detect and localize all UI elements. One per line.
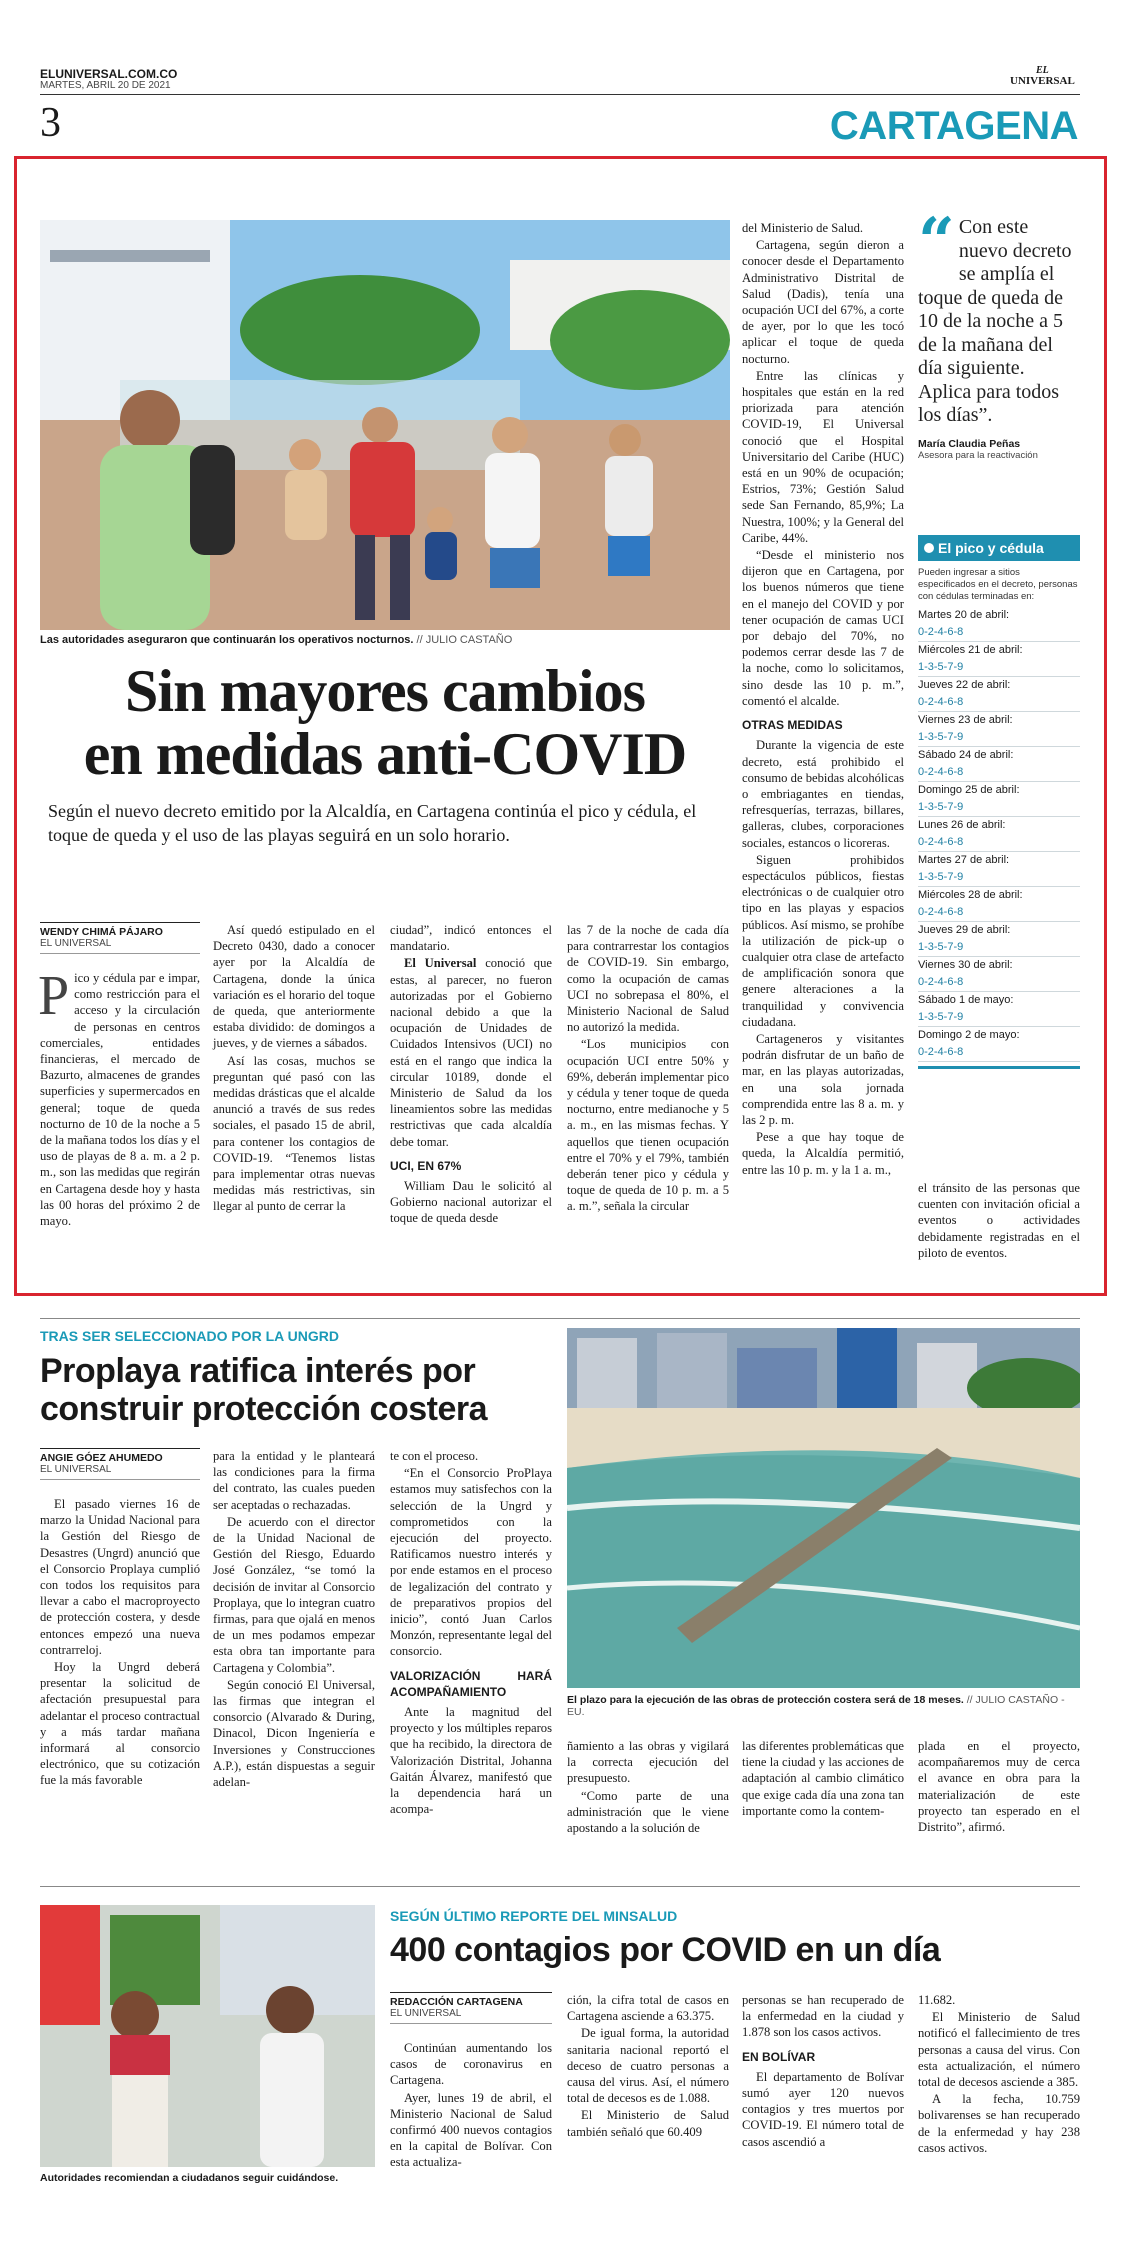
story2-col1-p2: Hoy la Ungrd deberá presentar la solicitud de afectación presupuestal para adelantar el proceso contractual y a más tardar mañana informará al consorcio electrónico, que su cotización fue la más favorable: [40, 1660, 200, 1788]
story2-byline-block: [40, 1448, 200, 1488]
quote-role: Asesora para la reactivación: [918, 449, 1038, 461]
story2-col3-p2: “En el Consorcio ProPlaya estamos muy satisfechos con la selección de la Ungrd y comprometidos con la ejecución del proyecto. Ratificamos nuestro interés y por ende estamos en el proceso de legalización del contrato y de preparativos propios del inicio”, contó Juan Carlos Monzón, representante legal del consorcio.: [390, 1466, 552, 1659]
pico-day: Miércoles 21 de abril:: [918, 644, 1023, 656]
pico-numbers: 0-2-4-6-8: [918, 626, 964, 638]
section-name: CARTAGENA: [829, 104, 1078, 148]
pico-numbers: 0-2-4-6-8: [918, 976, 964, 988]
story1-byline: WENDY CHIMÁ PÁJARO: [40, 922, 200, 938]
pico-row: [918, 852, 1080, 887]
story3-col3-p2: El departamento de Bolívar sumó ayer 120 nuevos contagios y tres muertos por COVID-19. El número total de casos ascendió a: [742, 2069, 904, 2149]
story1-col-2: [213, 922, 375, 1216]
story3-col1-p2: Ayer, lunes 19 de abril, el Ministerio Nacional de Salud confirmó 400 nuevos contagios en la capital de Bolívar. Con esta actualiza-: [390, 2090, 552, 2170]
pico-row: [918, 642, 1080, 677]
pico-row: [918, 887, 1080, 922]
story3-byline: REDACCIÓN CARTAGENA: [390, 1992, 552, 2008]
story2-col-3: [390, 1448, 552, 1818]
quote-mark-icon: “: [918, 204, 955, 279]
story3-col4-p2: El Ministerio de Salud notificó el fallecimiento de tres personas a causa del virus. Con esta actualización, el número total de decesos asciende a 385.: [918, 2010, 1080, 2090]
pico-day: Jueves 29 de abril:: [918, 924, 1011, 936]
story1-col4-p1: las 7 de la noche de cada día para contrarrestar los contagios de COVID-19. Sin embargo, como la ocupación de camas UCI no sobrepasa el 80%, el Ministerio Nacional de Salud no autorizó la medida.: [567, 923, 729, 1035]
site-name: ELUNIVERSAL.COM.CO: [40, 67, 178, 81]
story1-col5-p1: del Ministerio de Salud.: [742, 221, 864, 235]
coast-photo-caption: [567, 1694, 1080, 1718]
story1-col2-p2: Así las cosas, muchos se preguntan qué pasó con las medidas drásticas que el alcalde anunció a través de sus redes sociales, el pasado 15 de abril, para contener los contagios de COVID-19. “Tenemos listas para implementar otras nuevas medidas más restrictivas, sin llegar al punto de cerrar la: [213, 1053, 375, 1214]
lead-photo-image: [40, 220, 730, 630]
pico-numbers: 0-2-4-6-8: [918, 906, 964, 918]
story2-col-6: [918, 1738, 1080, 1836]
story1-col-3: [390, 922, 552, 1228]
quote-text: Con este nuevo decreto se amplía el toque de queda de 10 de la noche a 5 de la mañana del día siguiente. Aplica para todos los días”.: [918, 216, 1072, 426]
story2-byline: ANGIE GÓEZ AHUMEDO: [40, 1448, 200, 1464]
pico-day: Sábado 24 de abril:: [918, 749, 1014, 761]
story3-col-4: [918, 1992, 1080, 2157]
pico-row: [918, 922, 1080, 957]
story1-col3-lead: El Universal: [404, 956, 477, 971]
pico-numbers: 0-2-4-6-8: [918, 1046, 964, 1058]
headline-line-1: Sin mayores cambios: [125, 658, 645, 724]
story2-col4-p2: “Como parte de una administración que le viene apostando a la solución de: [567, 1788, 729, 1836]
coast-caption-credit: // JULIO CASTAÑO - EU.: [567, 1694, 1065, 1718]
story3-subhead: EN BOLÍVAR: [742, 2049, 816, 2064]
quote-author: María Claudia Peñas: [918, 437, 1021, 450]
coast-photo-image: [567, 1328, 1080, 1688]
pico-row: [918, 677, 1080, 712]
story2-col1-p1: El pasado viernes 16 de marzo la Unidad Nacional para la Gestión del Riesgo de Desastres (Ungrd) anunció que el Consorcio Proplaya cumplió con todos los requisitos para llevar a cabo el macroproyecto de protección costera, y desde entonces empezó una nueva contrarreloj.: [40, 1497, 200, 1657]
story3-byline-org: EL UNIVERSAL: [390, 2008, 552, 2024]
story2-kicker: TRAS SER SELECCIONADO POR LA UNGRD: [40, 1328, 339, 1344]
story2-headline-line-2: construir protección costera: [40, 1390, 488, 1428]
story1-col1-text: ico y cédula par e impar, como restricción para el acceso y la circulación de personas en centros comerciales, entidades financieras, el mercado de Bazurto, almacenes de grandes superficies y supermercados en general; toque de queda nocturno de 10 de la noche a 5 de la mañana todos los días y el uso de playas de 8 a. m. a 2 p. m., son las medidas que regirán en Cartagena desde hoy y hasta las 00 horas del próximo 2 de mayo.: [40, 971, 200, 1229]
story1-deck: Según el nuevo decreto emitido por la Alcaldía, en Cartagena continúa el pico y cédula, el toque de queda y el uso de las playas seguirá en un solo horario.: [48, 801, 697, 845]
pico-numbers: 1-3-5-7-9: [918, 941, 964, 953]
story3-col-3: [742, 1992, 904, 2151]
pico-row: [918, 712, 1080, 747]
story1-col-5: [742, 220, 904, 1179]
story1-col5-p6: Siguen prohibidos espectáculos públicos, fiestas electrónicas o de cualquier otro tipo en las playas y espacios públicos. Así mismo, se prohíbe la utilización de pick-up o cualquier otra clase de artefacto de amplificación sonora que genere alteraciones a la tranquilidad y convivencia ciudadana.: [742, 852, 904, 1029]
story2-col-2: [213, 1448, 375, 1791]
story2-col-5: [742, 1738, 904, 1820]
logo-bottom: UNIVERSAL: [1010, 75, 1075, 87]
story3-col2-p1: ción, la cifra total de casos en Cartagena asciende a 63.375.: [567, 1993, 729, 2024]
story1-col-4: [567, 922, 729, 1216]
masthead-rule: [40, 94, 1080, 95]
story3-col-1: [390, 2040, 552, 2172]
pico-numbers: 1-3-5-7-9: [918, 731, 964, 743]
story1-col2-p1: Así quedó estipulado en el Decreto 0430, dado a conocer ayer por la Alcaldía de Cartagena, donde la única variación es el horario del toque de queda, que anteriormente estaba dividido: de domingos a jueves, y de viernes a sábados.: [213, 923, 375, 1051]
story2-headline-line-1: Proplaya ratifica interés por: [40, 1352, 476, 1390]
coast-photo: [567, 1328, 1080, 1688]
pico-numbers: 0-2-4-6-8: [918, 696, 964, 708]
story1-col-6: [918, 1180, 1080, 1262]
headline-line-2: en medidas anti-COVID: [83, 721, 687, 787]
pico-day: Viernes 30 de abril:: [918, 959, 1013, 971]
story2-subhead: VALORIZACIÓN HARÁ ACOMPAÑAMIENTO: [390, 1668, 552, 1699]
people-photo: [40, 1905, 375, 2167]
story2-col3-p1: te con el proceso.: [390, 1449, 479, 1463]
story3-col2-p2: De igual forma, la autoridad sanitaria nacional reportó el deceso de cuatro personas a causa del virus. Así, el número total de decesos es de 1.088.: [567, 2026, 729, 2106]
lead-photo-caption: [40, 634, 740, 646]
story1-col5-p4: “Desde el ministerio nos dijeron que en Cartagena, por los buenos números que tiene en el manejo del COVID y por tener ocupación de camas UCI por debajo del 70%, no podemos cerrar desde las 7 de la noche, como lo solicitamos, sino desde las 10 p. m.”, comentó el alcalde.: [742, 548, 904, 708]
issue-date: MARTES, ABRIL 20 DE 2021: [40, 80, 171, 91]
pico-rows: [918, 607, 1080, 1062]
pull-quote: [918, 204, 1080, 461]
lead-photo: [40, 220, 730, 630]
newspaper-logo: [1010, 66, 1075, 86]
story3-byline-block: [390, 1992, 552, 2032]
story3-col3-p1: personas se han recuperado de la enfermedad en la ciudad y 1.878 son los casos activos.: [742, 1993, 904, 2040]
story1-subhead-uci: UCI, EN 67%: [390, 1158, 462, 1173]
pico-numbers: 0-2-4-6-8: [918, 766, 964, 778]
story3-kicker: SEGÚN ÚLTIMO REPORTE DEL MINSALUD: [390, 1908, 678, 1924]
story2-col-1: [40, 1496, 200, 1790]
pico-row: [918, 957, 1080, 992]
story3-top-rule: [40, 1886, 1080, 1887]
story3-col4-p3: A la fecha, 10.759 bolivarenses se han recuperado de la enfermedad y hay 238 casos activos.: [918, 2092, 1080, 2155]
story1-col5-p3: Entre las clínicas y hospitales que están en la red priorizada para atención COVID-19, El Universal conoció que el Hospital Universitario del Caribe (HUC) está en un 90% de ocupación; Estrios, 73%; Gestión Salud sede San Fernando, 85,9%; La Nuestra, 100%; y la General del Caribe, 44%.: [742, 368, 904, 545]
pico-row: [918, 817, 1080, 852]
story1-byline-org: EL UNIVERSAL: [40, 938, 200, 954]
pico-title: El pico y cédula: [938, 540, 1044, 556]
page-number: 3: [40, 100, 61, 146]
story1-col3-p1: ciudad”, indicó entonces el mandatario.: [390, 923, 552, 954]
people-photo-caption: Autoridades recomiendan a ciudadanos seguir cuidándose.: [40, 2172, 339, 2184]
story2-col5-p1: las diferentes problemáticas que tiene la ciudad y las acciones de adaptación al cambio climático que exige cada día una zona tan importante como la contem-: [742, 1739, 904, 1818]
story2-col3-p3: Ante la magnitud del proyecto y los múltiples reparos que ha recibido, la directora de Valorización Distrital, Johanna Gaitán Álvarez, manifestó que la dependencia hará un acompa-: [390, 1705, 552, 1817]
pico-header: [918, 535, 1080, 561]
story1-subhead-otras: OTRAS MEDIDAS: [742, 718, 843, 733]
pico-day: Lunes 26 de abril:: [918, 819, 1006, 831]
story3-col4-p1: 11.682.: [918, 1993, 956, 2007]
pico-row: [918, 1027, 1080, 1062]
pico-row: [918, 992, 1080, 1027]
pico-day: Sábado 1 de mayo:: [918, 994, 1014, 1006]
story1-col5-p5: Durante la vigencia de este decreto, está prohibido el consumo de bebidas alcohólicas o embriagantes en tiendas, refresquerías, terrazas, billares, galleras, clubes, corporaciones sociales, estancos o licoreras.: [742, 738, 904, 850]
story2-col4-p1: ñamiento a las obras y vigilará la correcta ejecución del presupuesto.: [567, 1739, 729, 1786]
story2-col6-p1: plada en el proyecto, acompañaremos muy de cerca el avance en obra para la materialización de este proyecto tan esperado en el Distrito”, afirmó.: [918, 1739, 1080, 1835]
story1-col5-p8: Pese a que hay toque de queda, la Alcaldía permitió, entre las 10 p. m. y la 1 a. m.,: [742, 1130, 904, 1177]
story1-byline-block: [40, 922, 200, 962]
coast-caption-text: El plazo para la ejecución de las obras de protección costera será de 18 meses.: [567, 1694, 964, 1706]
story1-col-1: [38, 965, 200, 1230]
story1-col5-p7: Cartageneros y visitantes podrán disfrutar de un baño de mar, en las playas autorizadas, en una sola jornada comprendida entre las 8 a. m. y las 2 p. m.: [742, 1031, 904, 1127]
caption-text: Las autoridades aseguraron que continuarán los operativos nocturnos.: [40, 634, 414, 646]
pico-day: Martes 27 de abril:: [918, 854, 1010, 866]
pico-row: [918, 747, 1080, 782]
story1-col3-p2: conoció que estas, al parecer, no fueron autorizadas por el Gobierno nacional debido a que la ocupación de Unidades de Cuidados Intensivos (UCI) no está en el rango que indica la circular 10189, donde el Ministerio de Salud da los lineamientos sobre las medidas restrictivas que cada alcaldía debe tomar.: [390, 956, 552, 1149]
story1-col6-p1: el tránsito de las personas que cuenten con invitación oficial a eventos o actividades debidamente registradas en el piloto de eventos.: [918, 1181, 1080, 1260]
pico-intro: Pueden ingresar a sitios especificados en el decreto, personas con cédulas terminadas en:: [918, 567, 1078, 602]
story1-headline: [40, 660, 730, 786]
story3-headline: 400 contagios por COVID en un día: [390, 1931, 941, 1969]
caption-credit: // JULIO CASTAÑO: [416, 634, 513, 646]
pico-day: Domingo 25 de abril:: [918, 784, 1020, 796]
pico-numbers: 1-3-5-7-9: [918, 871, 964, 883]
pico-row: [918, 607, 1080, 642]
pico-bullet-icon: [924, 543, 934, 553]
story2-col2-p1: para la entidad y le planteará las condiciones para la firma del contrato, las cuales pueden ser aceptadas o rechazadas.: [213, 1449, 375, 1512]
story2-col-4: [567, 1738, 729, 1837]
pico-day: Jueves 22 de abril:: [918, 679, 1011, 691]
pico-y-cedula-box: [918, 535, 1080, 1069]
pico-day: Martes 20 de abril:: [918, 609, 1010, 621]
pico-numbers: 1-3-5-7-9: [918, 1011, 964, 1023]
story1-col5-p2: Cartagena, según dieron a conocer desde el Departamento Administrativo Distrital de Salud (Dadis), tenía una ocupación UCI del 67%, a corte de ayer, por lo que les tocó aplicar el toque de queda nocturno.: [742, 238, 904, 366]
pico-day: Miércoles 28 de abril:: [918, 889, 1023, 901]
pico-numbers: 1-3-5-7-9: [918, 661, 964, 673]
story1-col4-p2: “Los municipios con ocupación UCI entre 50% y 69%, deberán implementar pico y cédula y tener toque de queda nocturno, entre medianoche y 5 a. m., en las mismas fechas. Y aquellos que tienen ocupación entre el 70% y el 79%, también deberán tener pico y cédula y toque de queda de 10 p. m. a 5 a. m.”, señala la circular: [567, 1037, 729, 1214]
story3-col-2: [567, 1992, 729, 2141]
logo-top: EL: [1036, 65, 1049, 76]
story2-col2-p3: Según conoció El Universal, las firmas que integran el consorcio (Alvarado & During, Dinacol, Dicon Ingeniería e Inversiones y Construcciones A.P.), están dispuestas a seguir adelan-: [213, 1677, 375, 1790]
people-photo-image: [40, 1905, 375, 2167]
story1-col3-p3: William Dau le solicitó al Gobierno nacional autorizar el toque de queda desde: [390, 1179, 552, 1226]
pico-day: Viernes 23 de abril:: [918, 714, 1013, 726]
story2-top-rule: [40, 1318, 1080, 1319]
pico-numbers: 1-3-5-7-9: [918, 801, 964, 813]
pico-row: [918, 782, 1080, 817]
story2-headline: [40, 1352, 570, 1428]
pico-numbers: 0-2-4-6-8: [918, 836, 964, 848]
dropcap: P: [38, 965, 70, 1027]
story2-col2-p2: De acuerdo con el director de la Unidad Nacional de Gestión del Riesgo, Eduardo José González, “se tomó la decisión de invitar al Consorcio Proplaya, que lo integran cuatro firmas, para que ojalá en menos de un mes podamos empezar esta obra tan importante para Cartagena y Colombia”.: [213, 1514, 375, 1675]
story3-col1-p1: Continúan aumentando los casos de coronavirus en Cartagena.: [390, 2041, 552, 2088]
pico-day: Domingo 2 de mayo:: [918, 1029, 1020, 1041]
pico-footer-rule: [918, 1066, 1080, 1069]
story3-col2-p3: El Ministerio de Salud también señaló que 60.409: [567, 2108, 729, 2139]
story2-byline-org: EL UNIVERSAL: [40, 1464, 200, 1480]
